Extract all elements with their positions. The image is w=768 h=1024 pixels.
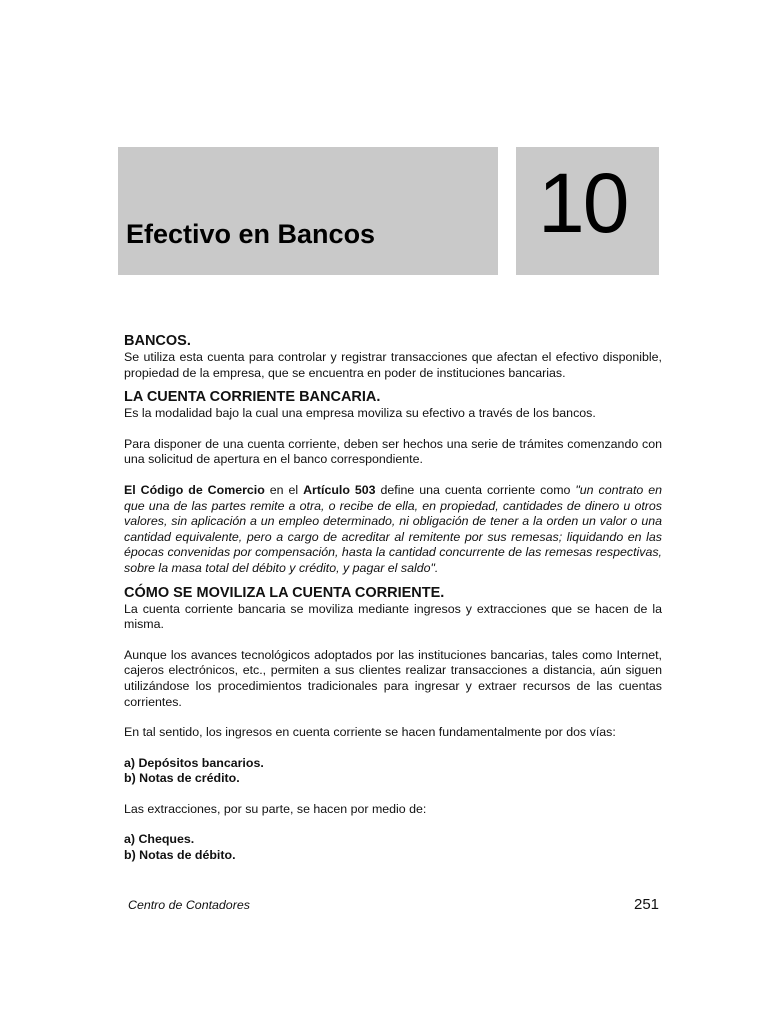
paragraph-codigo-comercio: El Código de Comercio en el Artículo 503 define una cuenta corriente como "un contrato en que una de las partes remite a otra, o recibe de ella, en propiedad, cantidades de dinero u otros valores, sin aplicación a un empleo determinado, ni obligación de tener a la orden un valor o una cantidad equivalente, pero a cargo de acreditar al remitente por sus remesas; liquidando en las épocas convenidas por compensación, hasta la cantidad concurrente de las remesas respectivas, sobre la masa total del débito y crédito, y pagar el saldo". xyxy=(124,482,663,575)
list-item: a) Cheques. xyxy=(124,832,195,847)
paragraph-modalidad: Es la modalidad bajo la cual una empresa moviliza su efectivo a través de los bancos. xyxy=(124,406,596,421)
footer-publisher: Centro de Contadores xyxy=(128,898,250,912)
paragraph-extracciones-intro: Las extracciones, por su parte, se hacen por medio de: xyxy=(124,801,427,816)
section-heading-cuenta-corriente: LA CUENTA CORRIENTE BANCARIA. xyxy=(124,389,381,406)
chapter-number: 10 xyxy=(538,156,628,250)
articulo-ref: Artículo 503 xyxy=(303,482,376,497)
chapter-number-box xyxy=(516,147,659,275)
page-number: 251 xyxy=(634,896,660,913)
section-heading-bancos: BANCOS. xyxy=(124,333,191,349)
paragraph-avances: Aunque los avances tecnológicos adoptados por las instituciones bancarias, tales como Internet, cajeros electrónicos, etc., permiten a sus clientes realizar transacciones a distancia, aún siguen utilizándose los procedimientos tradicionales para ingresar y extraer recursos de las cuentas corrientes. xyxy=(124,647,662,709)
codigo-comercio-ref: El Código de Comercio xyxy=(124,482,265,497)
extracciones-list xyxy=(124,832,662,863)
chapter-title-box xyxy=(118,147,498,275)
chapter-title: Efectivo en Bancos xyxy=(126,219,376,249)
paragraph-disponer: Para disponer de una cuenta corriente, deben ser hechos una serie de trámites comenzando con una solicitud de apertura en el banco correspondiente. xyxy=(124,436,662,467)
page-content xyxy=(124,333,662,864)
definition-quote: "un contrato en que una de las partes remite a otra, o recibe de ella, en propiedad, cantidades de dinero u otros valores, sin aplicación a un empleo determinado, ni obligación de tener a la orden un valor o una cantidad equivalente, pero a cargo de acreditar al remitente por sus remesas; liquidando en las épocas convenidas por compensación, hasta la cantidad concurrente de las remesas respectivas, sobre la masa total del débito y crédito, y pagar el saldo". xyxy=(124,482,663,575)
paragraph-moviliza: La cuenta corriente bancaria se moviliza mediante ingresos y extracciones que se hacen de la misma. xyxy=(124,601,662,632)
list-item: b) Notas de débito. xyxy=(124,848,236,863)
section-heading-moviliza: CÓMO SE MOVILIZA LA CUENTA CORRIENTE. xyxy=(124,584,445,601)
list-item: b) Notas de crédito. xyxy=(124,771,240,786)
paragraph-bancos: Se utiliza esta cuenta para controlar y registrar transacciones que afectan el efectivo disponible, propiedad de la empresa, que se encuentra en poder de instituciones bancarias. xyxy=(124,350,662,380)
ingresos-list xyxy=(124,756,662,787)
paragraph-ingresos-intro: En tal sentido, los ingresos en cuenta corriente se hacen fundamentalmente por dos vías: xyxy=(124,725,616,740)
list-item: a) Depósitos bancarios. xyxy=(124,755,264,770)
